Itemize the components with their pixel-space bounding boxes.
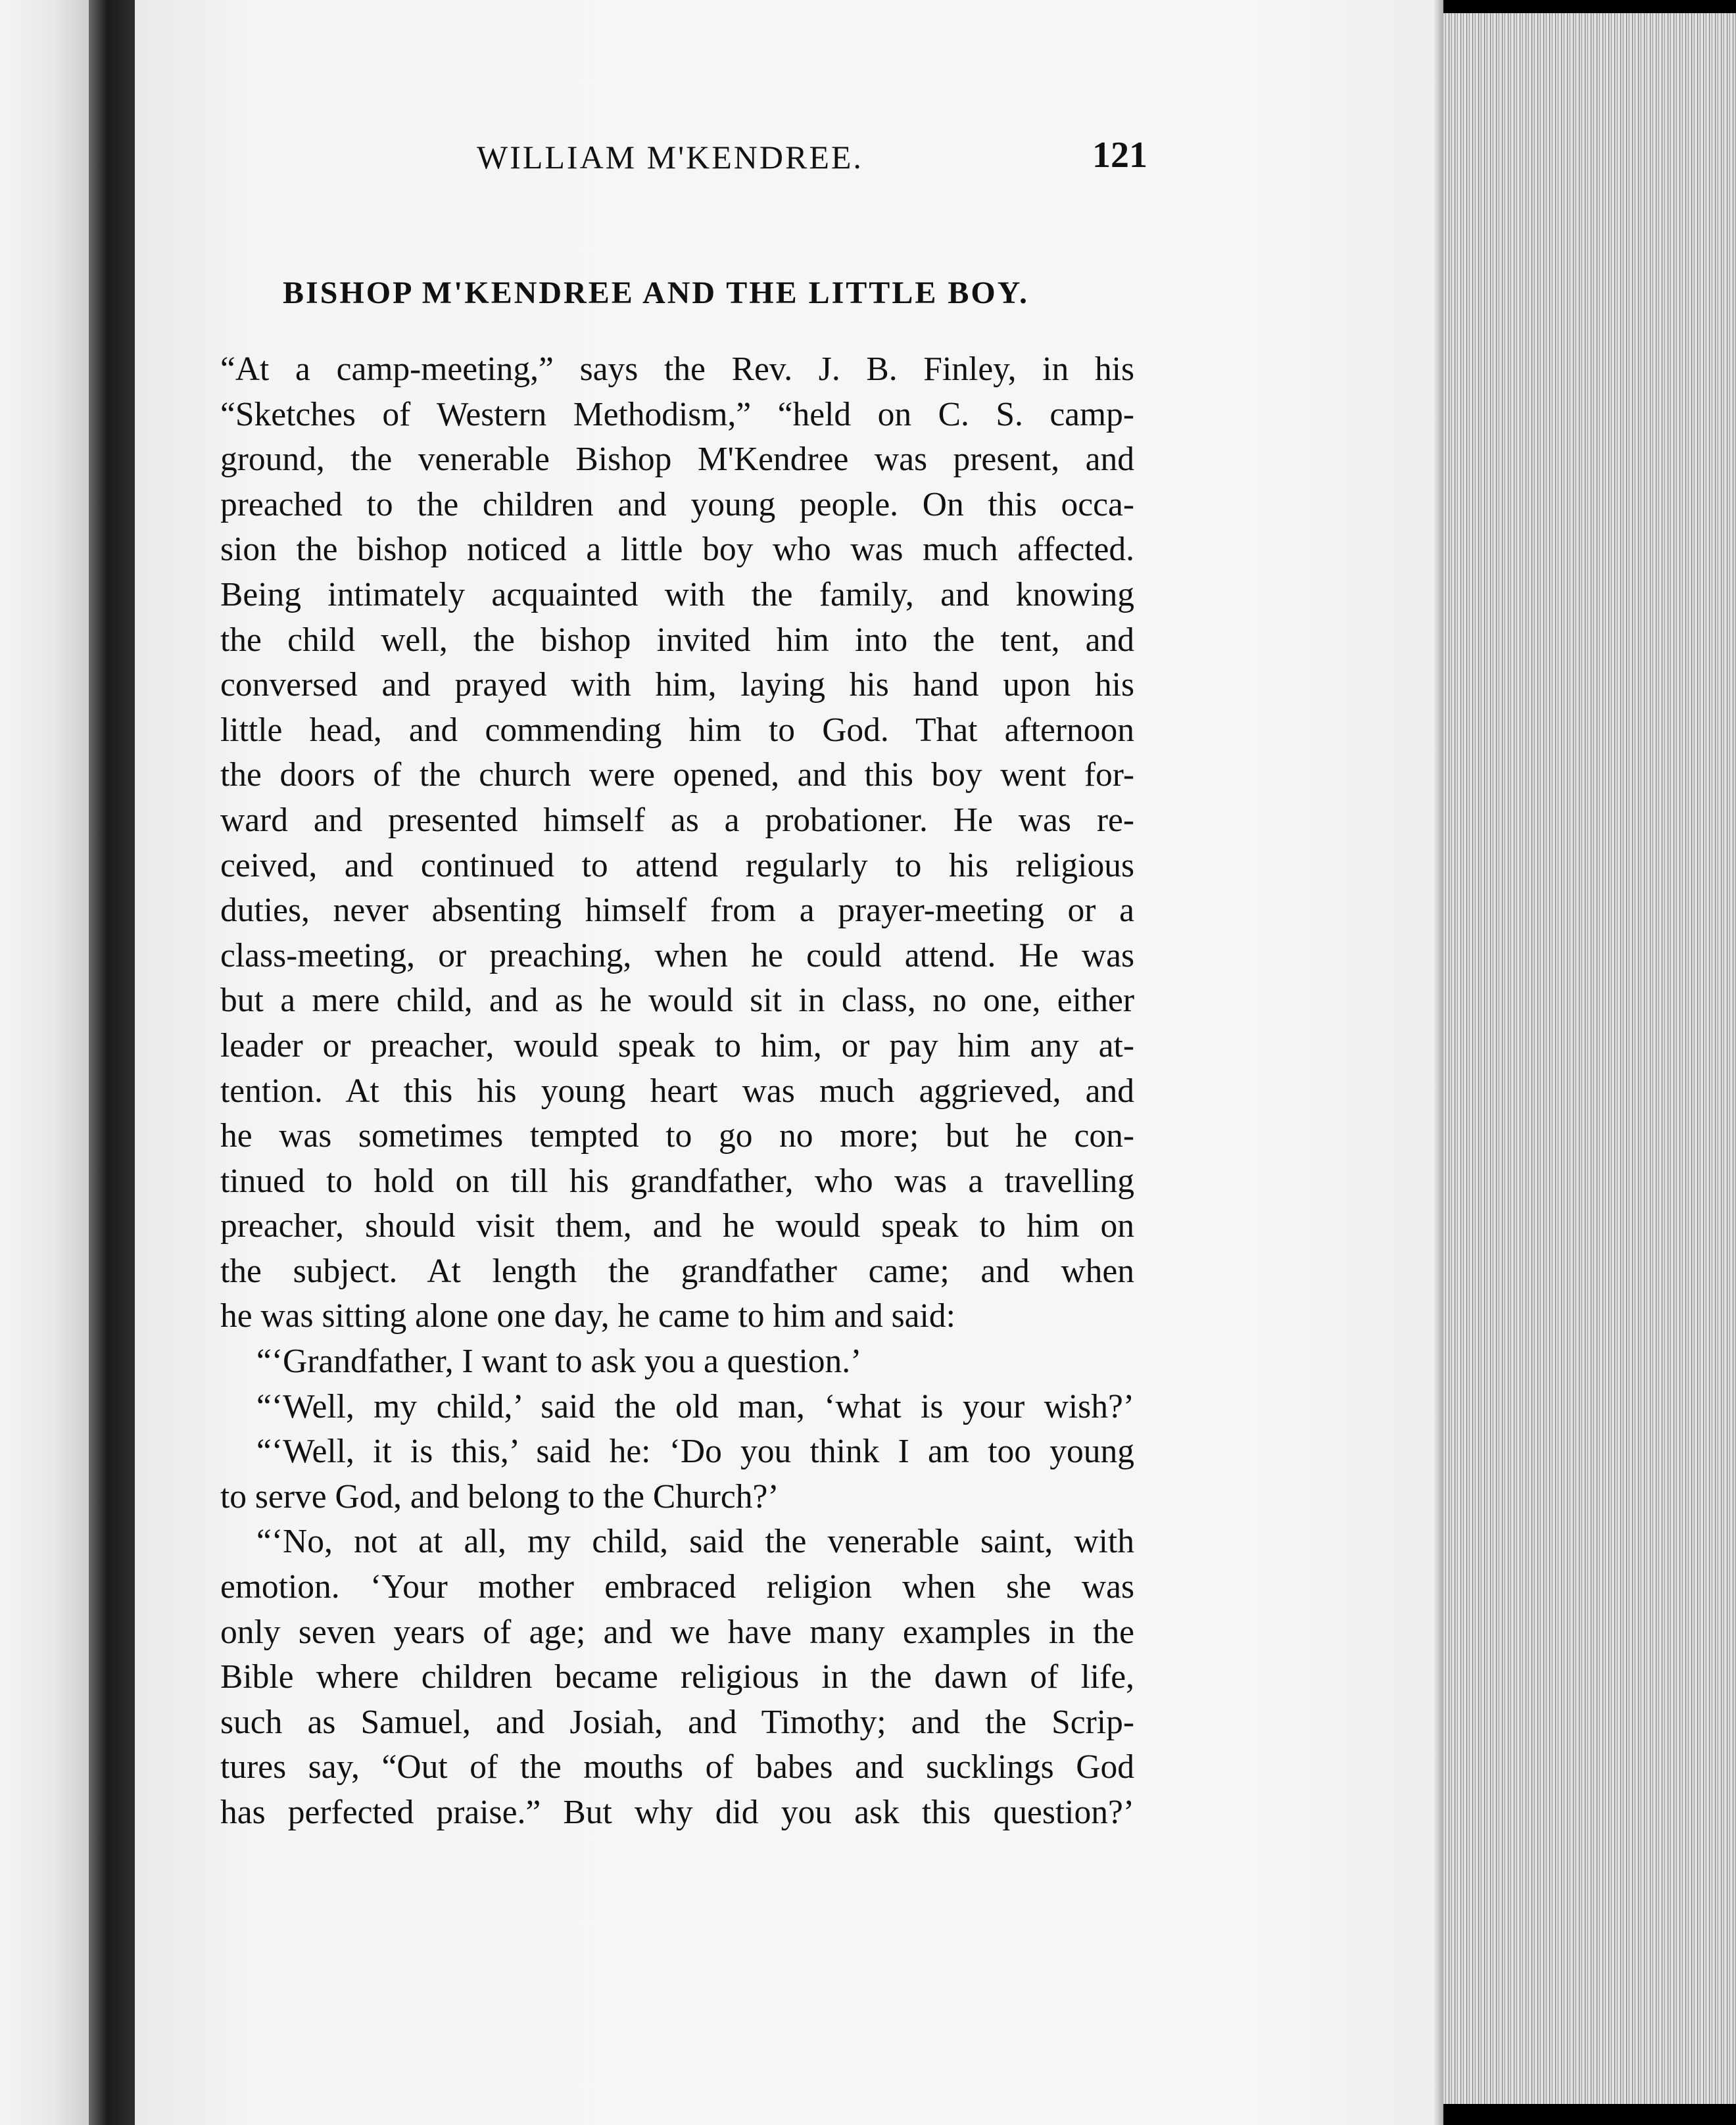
page-stack-edge (1443, 13, 1736, 2112)
text-line: tinued to hold on till his grandfather, who was a travelling (220, 1162, 1134, 1200)
text-line: he was sitting alone one day, he came to him and said: (220, 1297, 955, 1335)
text-line: such as Samuel, and Josiah, and Timothy; and the Scrip- (220, 1703, 1134, 1741)
book-gutter (89, 0, 135, 2125)
running-title: WILLIAM M'KENDREE. (477, 139, 863, 176)
text-line: tention. At this his young heart was much aggrieved, and (220, 1072, 1134, 1110)
body-text (220, 347, 1134, 1836)
text-line: ceived, and continued to attend regularly to his religious (220, 846, 1134, 884)
section-heading: BISHOP M'KENDREE AND THE LITTLE BOY. (283, 275, 1029, 310)
text-line: class-meeting, or preaching, when he could attend. He was (220, 936, 1134, 974)
text-line: Being intimately acquainted with the family, and knowing (220, 575, 1134, 613)
text-line: tures say, “Out of the mouths of babes and sucklings God (220, 1748, 1134, 1786)
page-stack-bottom (1443, 2104, 1736, 2125)
text-line: “‘Well, it is this,’ said he: ‘Do you think I am too young (256, 1433, 1134, 1471)
text-line: preached to the children and young people. On this occa- (220, 485, 1134, 523)
text-line: “At a camp-meeting,” says the Rev. J. B. Finley, in his (220, 350, 1134, 388)
text-line: the subject. At length the grandfather came; and when (220, 1252, 1134, 1290)
text-line: the child well, the bishop invited him into the tent, and (220, 621, 1134, 659)
text-line: the doors of the church were opened, and this boy went for- (220, 756, 1134, 794)
text-line: preacher, should visit them, and he would speak to him on (220, 1207, 1134, 1245)
text-line: ward and presented himself as a probationer. He was re- (220, 801, 1134, 839)
text-line: conversed and prayed with him, laying his hand upon his (220, 666, 1134, 704)
text-line: duties, never absenting himself from a prayer-meeting or a (220, 892, 1134, 930)
text-line: he was sometimes tempted to go no more; but he con- (220, 1117, 1134, 1155)
text-line: “‘Well, my child,’ said the old man, ‘what is your wish?’ (256, 1387, 1134, 1425)
text-line: has perfected praise.” But why did you ask this question?’ (220, 1794, 1134, 1831)
text-line: “‘Grandfather, I want to ask you a question.’ (256, 1343, 862, 1381)
text-line: “‘No, not at all, my child, said the venerable saint, with (256, 1523, 1134, 1561)
text-line: Bible where children became religious in the dawn of life, (220, 1658, 1134, 1696)
text-line: “Sketches of Western Methodism,” “held on C. S. camp- (220, 395, 1134, 433)
text-line: to serve God, and belong to the Church?’ (220, 1477, 779, 1516)
text-line: but a mere child, and as he would sit in class, no one, either (220, 982, 1134, 1020)
text-line: sion the bishop noticed a little boy who was much affected. (220, 531, 1134, 569)
running-header (220, 135, 1147, 191)
text-line: only seven years of age; and we have many examples in the (220, 1613, 1134, 1651)
text-line: emotion. ‘Your mother embraced religion when she was (220, 1568, 1134, 1606)
left-page-edge (0, 0, 89, 2125)
text-line: little head, and commending him to God. That afternoon (220, 711, 1134, 749)
page-number: 121 (1092, 135, 1147, 176)
text-line: leader or preacher, would speak to him, or pay him any at- (220, 1026, 1134, 1064)
text-line: ground, the venerable Bishop M'Kendree was present, and (220, 441, 1134, 479)
